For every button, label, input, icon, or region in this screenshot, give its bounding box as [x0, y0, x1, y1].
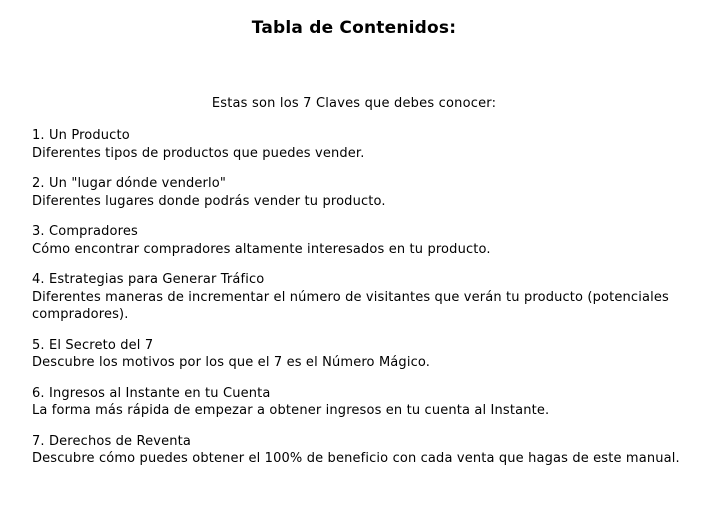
list-item	[32, 127, 692, 162]
item-description: Diferentes tipos de productos que puedes vender.	[32, 145, 365, 161]
item-title: 4. Estrategias para Generar Tráfico	[32, 272, 265, 287]
item-description: Descubre los motivos por los que el 7 es el Número Mágico.	[32, 355, 431, 370]
list-item	[32, 223, 692, 258]
list-item	[32, 385, 692, 420]
item-title: 7. Derechos de Reventa	[32, 433, 191, 449]
item-title: 5. El Secreto del 7	[32, 337, 154, 353]
list-item	[32, 433, 692, 468]
list-item	[32, 337, 692, 372]
item-description: Cómo encontrar compradores altamente interesados en tu producto.	[32, 241, 491, 257]
intro-text: Estas son los 7 Claves que debes conocer:	[211, 96, 497, 111]
item-description: Diferentes lugares donde podrás vender tu producto.	[32, 193, 386, 209]
item-description: Diferentes maneras de incrementar el número de visitantes que verán tu producto (potenciales compradores).	[32, 289, 669, 322]
item-title: 6. Ingresos al Instante en tu Cuenta	[32, 385, 271, 401]
page-title: Tabla de Contenidos:	[251, 18, 457, 38]
item-title: 2. Un "lugar dónde venderlo"	[32, 176, 227, 191]
item-title: 3. Compradores	[32, 224, 138, 239]
list-item	[32, 271, 692, 324]
keys-list	[32, 127, 692, 481]
item-description: Descubre cómo puedes obtener el 100% de beneficio con cada venta que hagas de este manual.	[32, 451, 680, 466]
item-title: 1. Un Producto	[32, 128, 130, 143]
list-item	[32, 175, 692, 210]
item-description: La forma más rápida de empezar a obtener ingresos en tu cuenta al Instante.	[32, 403, 550, 418]
